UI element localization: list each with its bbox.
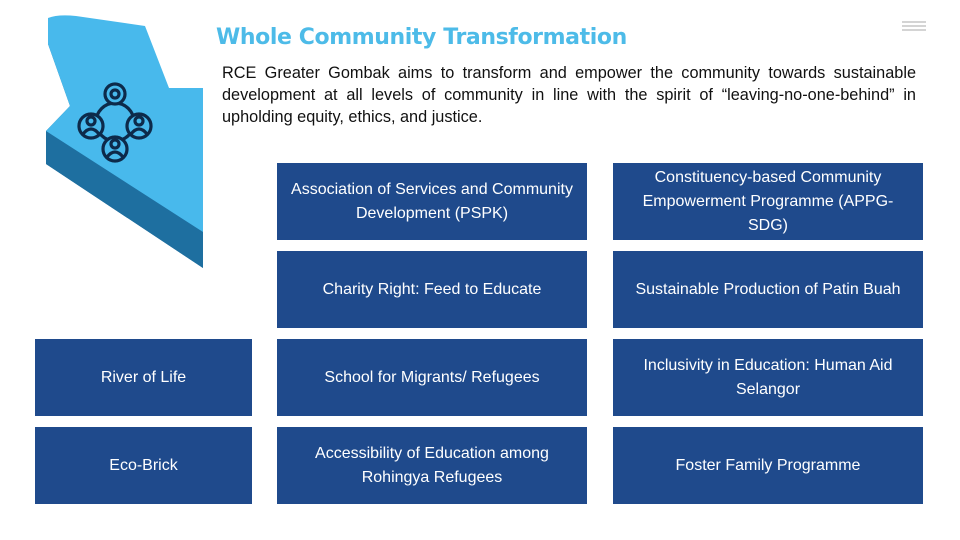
intro-paragraph: RCE Greater Gombak aims to transform and empower the community towards sustainable development at all levels of community in line with the spirit of “leaving-no-one-behind” in upholding equity, ethics, and justice. <box>222 64 916 126</box>
programme-box-pspk: Association of Services and Community Development (PSPK) <box>277 163 587 240</box>
programme-box-rohingya: Accessibility of Education among Rohingya Refugees <box>277 427 587 504</box>
community-arrow-icon <box>40 14 210 274</box>
programme-box-patin-buah: Sustainable Production of Patin Buah <box>613 251 923 328</box>
programme-box-migrants-school: School for Migrants/ Refugees <box>277 339 587 416</box>
programme-box-inclusivity: Inclusivity in Education: Human Aid Selangor <box>613 339 923 416</box>
programme-box-eco-brick: Eco-Brick <box>35 427 252 504</box>
slide-title: Whole Community Transformation <box>216 25 627 50</box>
menu-icon[interactable] <box>902 21 926 31</box>
programme-box-appg: Constituency-based Community Empowerment Programme (APPG-SDG) <box>613 163 923 240</box>
programme-box-river-of-life: River of Life <box>35 339 252 416</box>
programme-box-foster-family: Foster Family Programme <box>613 427 923 504</box>
programme-box-charity-right: Charity Right: Feed to Educate <box>277 251 587 328</box>
